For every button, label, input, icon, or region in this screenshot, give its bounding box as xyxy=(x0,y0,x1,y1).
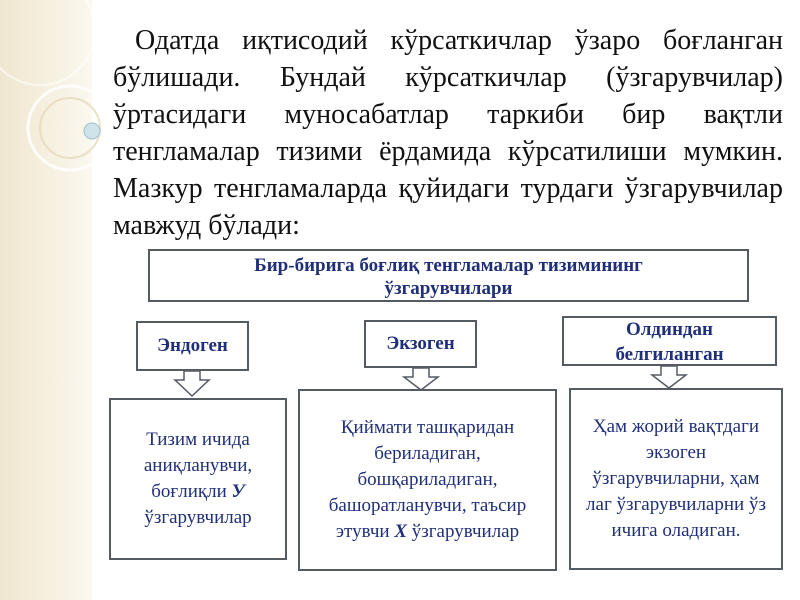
arrow-down-endogenous xyxy=(175,371,209,396)
exogenous-description: Қиймати ташқаридан бериладиган, бошқариладиган, башоратланувчи, таъсир этувчи Х ўзгарувчилар xyxy=(328,417,527,542)
endogenous-label-box xyxy=(136,321,249,371)
endogenous-label: Эндоген xyxy=(157,335,228,356)
x-variable-symbol: Х xyxy=(394,521,407,542)
exogenous-label: Экзоген xyxy=(386,333,455,354)
y-variable-symbol: У xyxy=(231,481,245,502)
arrow-down-exogenous xyxy=(404,368,438,390)
header-line-1: Бир-бирига боғлиқ тенгламалар тизимининг xyxy=(254,255,643,276)
predetermined-label-line-1: Олдиндан xyxy=(625,319,713,340)
endogenous-description: Тизим ичида аниқланувчи, боғлиқли У ўзгарувчилар xyxy=(143,429,253,528)
predetermined-description: Ҳам жорий вақтдаги экзоген ўзгарувчиларни, ҳам лаг ўзгарувчиларни ўз ичига оладиган. xyxy=(586,416,766,541)
predetermined-label-line-2: белгиланган xyxy=(615,344,724,365)
intro-paragraph: Одатда иқтисодий кўрсаткичлар ўзаро боғланган бўлишади. Бундай кўрсаткичлар (ўзгарувчилар) ўртасидаги муносабатлар таркиби бир вақтли тенгламалар тизими ёрдамида кўрсатилиши мумкин. Мазкур тенгламаларда қуйидаги турдаги ўзгарувчилар мавжуд бўлади: xyxy=(113,25,783,241)
endogenous-description-box xyxy=(109,398,287,560)
exogenous-description-box xyxy=(298,389,557,571)
exogenous-label-box xyxy=(364,320,477,368)
predetermined-description-box xyxy=(569,388,783,570)
predetermined-label-box xyxy=(562,316,777,366)
header-line-2: ўзгарувчилари xyxy=(384,278,513,299)
arrow-down-predetermined xyxy=(652,366,686,388)
